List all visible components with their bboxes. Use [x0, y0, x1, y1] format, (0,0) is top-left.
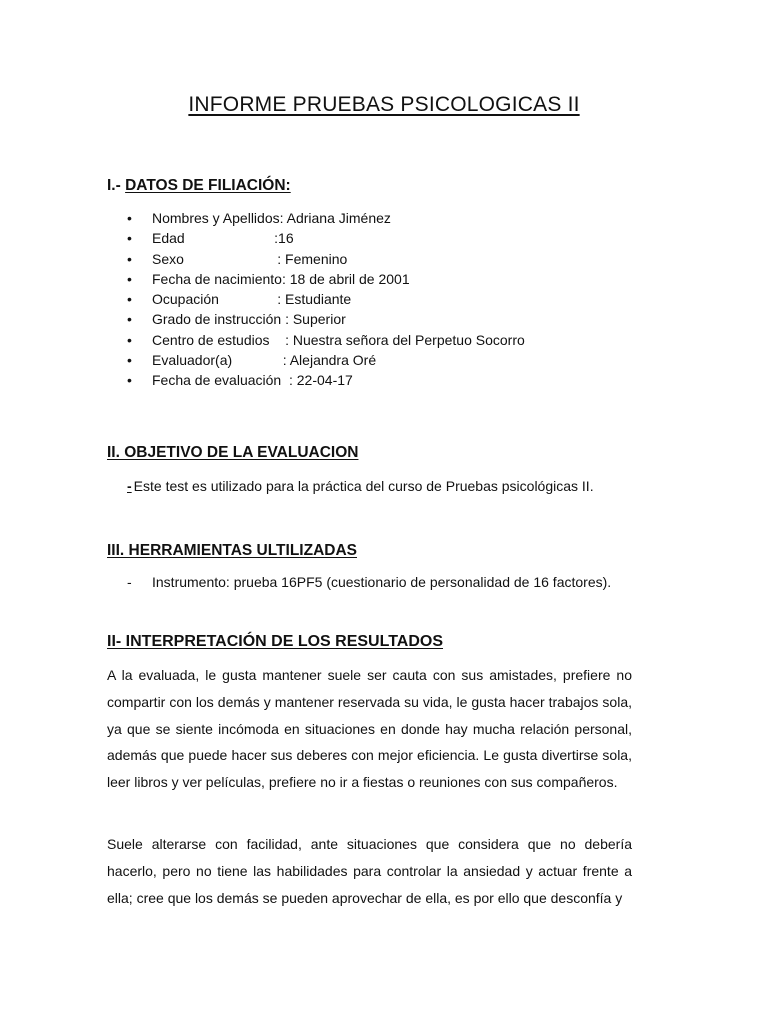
section-heading-herramientas	[107, 542, 357, 560]
list-item: • Centro de estudios : Nuestra señora del Perpetuo Socorro	[107, 330, 525, 350]
list-item: • Sexo : Femenino	[107, 249, 525, 269]
section-title: II. OBJETIVO DE LA EVALUACION	[107, 444, 359, 461]
section-heading-datos-filiacion	[107, 177, 291, 195]
list-item: • Fecha de evaluación : 22-04-17	[107, 370, 525, 390]
objetivo-line	[107, 478, 594, 494]
section-number: I.-	[107, 177, 126, 194]
list-item: • Evaluador(a) : Alejandra Oré	[107, 350, 525, 370]
section-heading-interpretacion	[107, 633, 443, 651]
interpretation-paragraph: Suele alterarse con facilidad, ante situaciones que considera que no debería hacerlo, pero no tiene las habilidades para controlar la ansiedad y actuar frente a ella; cree que los demás se pueden aprovechar de ella, es por ello que desconfía y	[107, 836, 632, 906]
datos-filiacion-list	[107, 208, 525, 391]
list-item: • Edad :16	[107, 228, 525, 248]
section-title: DATOS DE FILIACIÓN:	[125, 177, 291, 194]
dash-marker: -	[127, 574, 132, 590]
list-item: • Ocupación : Estudiante	[107, 289, 525, 309]
list-item: • Fecha de nacimiento: 18 de abril de 2001	[107, 269, 525, 289]
document-title: INFORME PRUEBAS PSICOLOGICAS II	[188, 93, 580, 116]
dash-marker: -	[127, 478, 132, 494]
section-heading-objetivo	[107, 444, 358, 462]
list-item: • Nombres y Apellidos: Adriana Jiménez	[107, 208, 525, 228]
section-title: II- INTERPRETACIÓN DE LOS RESULTADOS	[107, 633, 444, 650]
section-title: III. HERRAMIENTAS ULTILIZADAS	[107, 542, 357, 559]
interpretation-paragraph: A la evaluada, le gusta mantener suele ser cauta con sus amistades, prefiere no compartir con los demás y mantener reservada su vida, le gusta hacer trabajos sola, ya que se siente incómoda en situaciones en donde hay mucha relación personal, además que puede hacer sus deberes con mejor eficiencia. Le gusta divertirse sola, leer libros y ver películas, prefiere no ir a fiestas o reuniones con sus compañeros.	[107, 667, 632, 791]
herramientas-text: Instrumento: prueba 16PF5 (cuestionario de personalidad de 16 factores).	[152, 574, 612, 590]
objetivo-text: Este test es utilizado para la práctica del curso de Pruebas psicológicas II.	[133, 478, 594, 494]
list-item: • Grado de instrucción : Superior	[107, 309, 525, 329]
herramientas-line	[107, 574, 611, 590]
